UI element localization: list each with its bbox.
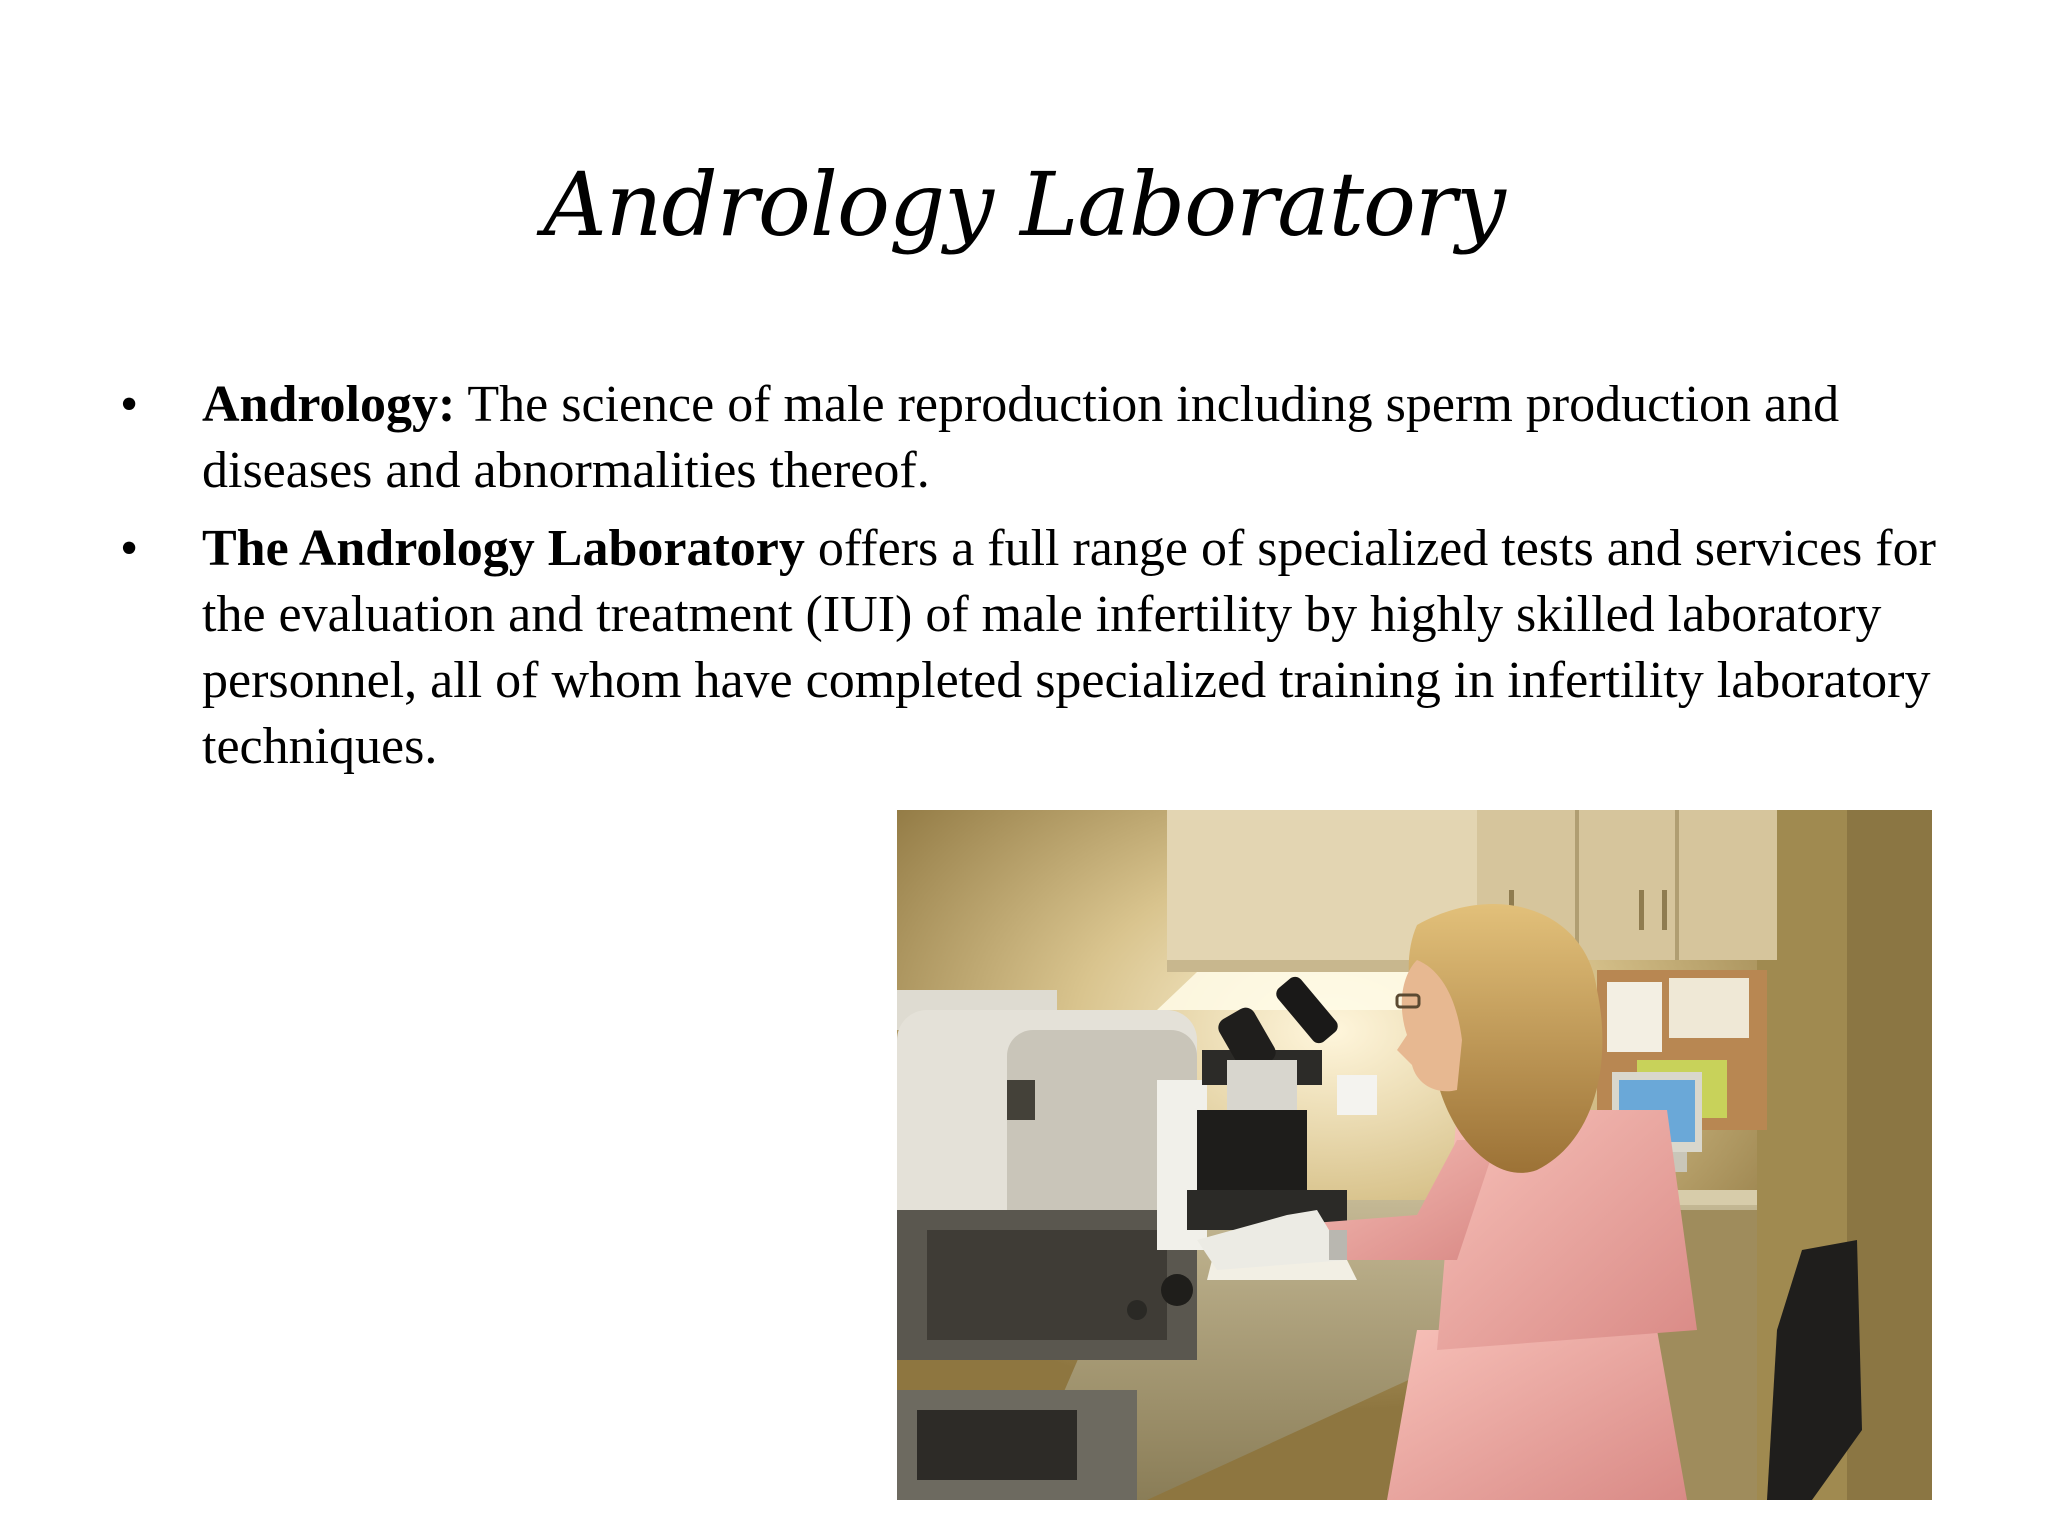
bullet-term: Andrology:: [202, 376, 456, 433]
bullet-text: offers a full range of specialized tests and services for the evaluation and treatment (IUI) of male infertility by highly skilled laboratory personnel, all of whom have completed specialized training in infertility laboratory techniques.: [202, 520, 1936, 775]
bullet-list: [120, 372, 1960, 792]
slide-title: Andrology Laboratory: [543, 153, 1505, 256]
bullet-item-andrology: [120, 372, 1960, 504]
photo-illustration: [897, 810, 1932, 1500]
lab-technician-photo: [897, 810, 1932, 1500]
bullet-marker: •: [120, 520, 139, 577]
bullet-marker: •: [120, 376, 139, 433]
bullet-term: The Andrology Laboratory: [202, 520, 805, 577]
bullet-text: The science of male reproduction including sperm production and diseases and abnormalities thereof.: [202, 376, 1840, 499]
bullet-item-laboratory: [120, 516, 1960, 780]
